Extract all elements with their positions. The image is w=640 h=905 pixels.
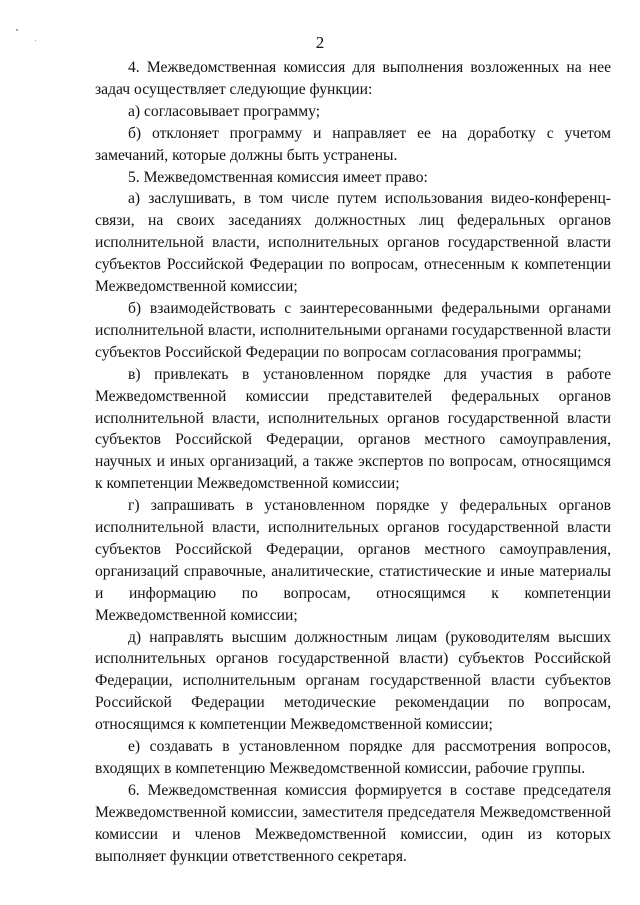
paragraph-5v: в) привлекать в установленном порядке для участия в работе Межведомственной комиссии представителей федеральных органов исполнительной власти, исполнительных органов государственной власти субъектов Российской Федерации, органов местного самоуправления, научных и иных организаций, а также экспертов по вопросам, относящимся к компетенции Межведомственной комиссии;	[95, 365, 611, 493]
paragraph-4a: а) согласовывает программу;	[128, 102, 321, 120]
scan-speck	[16, 29, 18, 31]
paragraph-5d: д) направлять высшим должностным лицам (руководителям высших исполнительных органов государственной власти) субъектов Российской Федерации, исполнительным органам государственной власти субъектов Российской Федерации методические рекомендации по вопросам, относящимся к компетенции Межведомственной комиссии;	[95, 628, 611, 734]
page-number: 2	[315, 33, 325, 52]
paragraph-6: 6. Межведомственная комиссия формируется в составе председателя Межведомственной комиссии, заместителя председателя Межведомственной комиссии и членов Межведомственной комиссии, один из которых выполняет функции ответственного секретаря.	[95, 781, 611, 865]
paragraph-5: 5. Межведомственная комиссия имеет право:	[128, 168, 428, 186]
document-body	[95, 57, 611, 868]
paragraph-5e: е) создавать в установленном порядке для рассмотрения вопросов, входящих в компетенцию Межведомственной комиссии, рабочие группы.	[95, 738, 611, 777]
paragraph-4: 4. Межведомственная комиссия для выполнения возложенных на нее задач осуществляет следующие функции:	[95, 59, 611, 98]
paragraph-5b: б) взаимодействовать с заинтересованными федеральными органами исполнительной власти, исполнительными органами государственной власти субъектов Российской Федерации по вопросам согласования программы;	[95, 299, 611, 361]
paragraph-5a: а) заслушивать, в том числе путем использования видео-конференц-связи, на своих заседаниях должностных лиц федеральных органов исполнительной власти, исполнительных органов государственной власти субъектов Российской Федерации по вопросам, отнесенным к компетенции Межведомственной комиссии;	[95, 190, 611, 296]
paragraph-4b: б) отклоняет программу и направляет ее на доработку с учетом замечаний, которые должны быть устранены.	[95, 124, 611, 164]
paragraph-5g: г) запрашивать в установленном порядке у федеральных органов исполнительной власти, исполнительных органов государственной власти субъектов Российской Федерации, органов местного самоуправления, организаций справочные, аналитические, статистические и иные материалы и информацию по вопросам, относящимся к компетенции Межведомственной комиссии;	[95, 497, 611, 624]
